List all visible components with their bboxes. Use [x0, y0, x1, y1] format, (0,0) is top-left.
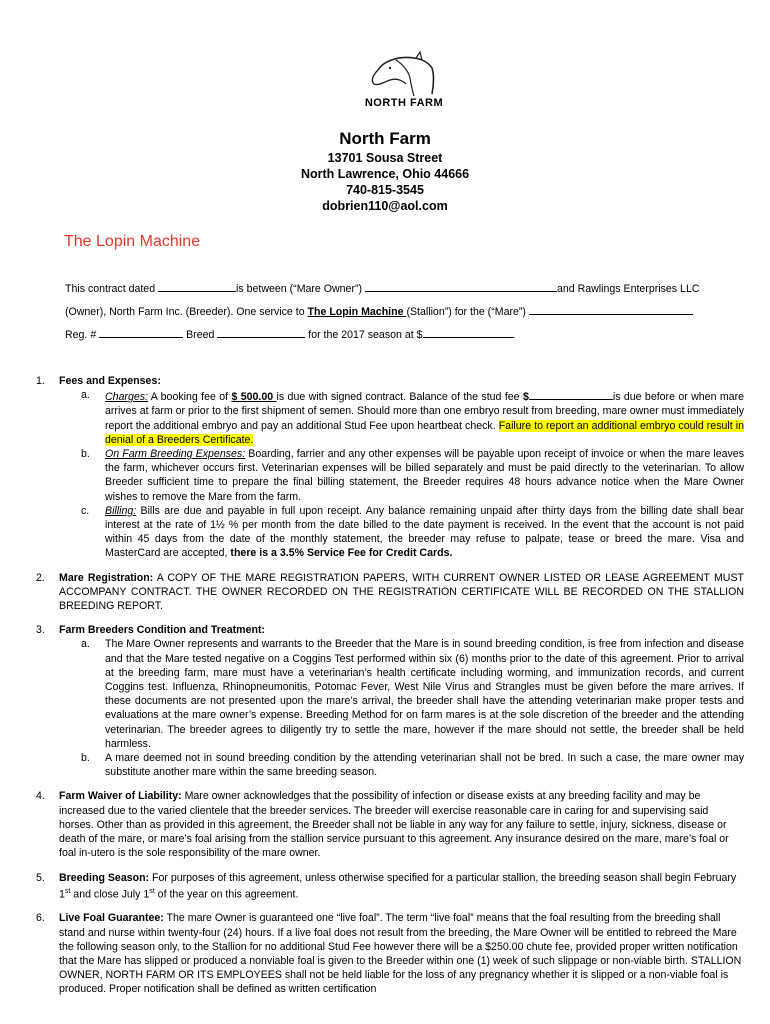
ordinal-suffix: st	[149, 887, 155, 895]
subsection-letter: b.	[81, 448, 90, 461]
mare-owner-blank[interactable]	[365, 280, 557, 292]
horse-head-icon	[356, 50, 452, 98]
preamble-text: Breed	[183, 329, 218, 341]
section-number: 2.	[36, 571, 45, 584]
preamble-text: (Stallion”) for the (“Mare”)	[406, 306, 529, 318]
farm-header	[0, 128, 770, 214]
preamble-text: .	[512, 329, 516, 341]
date-blank[interactable]	[158, 280, 236, 292]
preamble-line-1	[65, 280, 745, 297]
section-breeding-season	[36, 871, 744, 902]
subsection-heading: Charges:	[105, 391, 148, 404]
section-title: Fees and Expenses:	[59, 375, 161, 387]
section-breeders-condition	[36, 623, 744, 779]
subsection-text: A mare deemed not in sound breeding condition by the attending veterinarian shall not be bred. In such a case, the mare owner may substitute another mare within the same breeding season.	[105, 752, 744, 779]
section-number: 5.	[36, 871, 45, 884]
breed-blank[interactable]	[217, 326, 305, 338]
section-title: Mare Registration:	[59, 571, 154, 584]
farm-city: North Lawrence, Ohio 44666	[300, 167, 470, 181]
farm-email: dobrien110@aol.com	[322, 199, 448, 213]
section-title: Breeding Season:	[59, 871, 150, 884]
section-text: and close July 1	[70, 888, 150, 901]
farm-phone: 740-815-3545	[346, 183, 424, 197]
mare-blank[interactable]	[529, 303, 693, 315]
ordinal-suffix: st	[64, 887, 71, 895]
preamble-line-3	[65, 326, 745, 343]
section-text: The mare Owner is guaranteed one “live foal”. The term “live foal” means that the foal resulting from the breeding shall stand and nurse within twenty-four (24) hours. If a live foal does not result from the breeding, the Mare Owner will be entitled to rebreed the Mare the following season only, to the Stallion for no additional Stud Fee however there will be a $250.00 chute fee, provided proper written notification that the Mare has slipped or produced a nonviable foal is given to the Breeder within one (1) week of such slippage or non-viable birth. STALLION OWNER, NORTH FARM OR ITS EMPLOYEES shall not be held liable for the loss of any pregnancy whether it is slipped or a non-viable foal is produced. Proper notification shall be defined as written certification	[59, 912, 742, 996]
logo-wordmark: NORTH FARM	[364, 97, 444, 109]
section-text: A COPY OF THE MARE REGISTRATION PAPERS, WITH CURRENT OWNER LISTED OR LEASE AGREEMENT MUST ACCOMPANY CONTRACT. THE OWNER RECORDED ON THE REGISTRATION CERTIFICATE WILL BE RECORDED ON THE STALLION BREEDING REPORT.	[59, 571, 744, 613]
section-mare-registration	[36, 571, 744, 614]
balance-blank[interactable]	[529, 388, 613, 400]
preamble-text: (Owner), North Farm Inc. (Breeder). One service to	[65, 306, 308, 318]
subsection-letter: c.	[81, 504, 90, 517]
subsection-text: Bills are due and payable in full upon receipt. Any balance remaining unpaid after thirty days from the billing date shall bear interest at the rate of 1½ % per month from the date billed to the date payment is received. In the event that the account is not paid within 45 days from the date of the monthly statement, the breeder may refuse to palpate, tease or breed the mare. Visa and MasterCard are accepted,	[105, 504, 744, 560]
highlighted-warning: Failure to report an additional embryo could result in denial of a Breeders Certificate.	[105, 419, 744, 446]
subsection-text: The Mare Owner represents and warrants to the Breeder that the Mare is in sound breeding condition, is free from infection and disease and that the Mare tested negative on a Coggins Test performed within six (6) months prior to the date of this agreement. Prior to arrival at the breeding farm, mare must have a veterinarian’s health certificate including worming, and immunization records, and current Coggins test. Influenza, Rhinopneumonitis, Potomac Fever, West Nile Virus and Strangles must be given before the mare arrives. If these documents are not presented upon the mare’s arrival, the breeder shall have the attending veterinarian make proper tests and evaluations at the mare owner’s expense. Breeding Method for on farm mares is at the sole discretion of the breeder and the attending veterinarian. The breeder agrees to diligently try to settle the mare, however if the mare should not settle, the breeder shall be held harmless.	[105, 638, 744, 750]
subsection-charges	[59, 388, 744, 447]
stallion-name: The Lopin Machine	[307, 306, 407, 318]
booking-fee: $ 500.00	[231, 391, 277, 404]
preamble-text: Reg. #	[65, 329, 100, 341]
subsection-text: is due with signed contract. Balance of the stud fee	[276, 391, 523, 404]
section-number: 4.	[36, 790, 45, 803]
section-waiver-of-liability	[36, 789, 744, 860]
subsection-text: Boarding, farrier and any other expenses will be payable upon receipt of invoice or when the mare leaves the farm, whichever occurs first. Veterinarian expenses will be billed separately and must be paid directly to the veterinarian. To allow Breeder sufficient time to prepare the final billing statement, the Breeder requires 48 hours advance notice when the Mare Owner wishes to remove the Mare from the farm.	[105, 448, 744, 503]
section-text: Mare owner acknowledges that the possibility of infection or disease exists at any breeding facility and may be increased due to the varied clientele that the breeder services. The breeder will exercise reasonable care in caring for and supervising said horses. Other than as provided in this agreement, the Breeder shall not be liable in any way for any failure to settle, injury, sickness, disease or death of the mare, or mare’s foal arising from the stallion service pursuant to this agreement. Any insurance desired on the mare, mare’s foal or foal in-utero is the sole responsibility of the mare owner.	[59, 790, 729, 860]
subsection-letter: a.	[81, 638, 90, 651]
section-number: 3.	[36, 624, 45, 637]
preamble-text: for the 2017 season at $	[305, 329, 423, 341]
preamble-text: and Rawlings Enterprises LLC	[556, 283, 700, 295]
price-blank[interactable]	[423, 326, 513, 338]
subsection-on-farm-expenses	[59, 447, 744, 504]
farm-street: 13701 Sousa Street	[327, 151, 443, 165]
farm-name: North Farm	[339, 129, 431, 148]
section-title: Farm Waiver of Liability:	[59, 790, 182, 803]
credit-card-fee: there is a 3.5% Service Fee for Credit Cards.	[230, 547, 453, 560]
section-text: For purposes of this agreement, unless otherwise specified for a particular stallion, the breeding season shall begin February 1	[59, 871, 737, 901]
subsection-billing	[59, 504, 744, 561]
subsection-mare-condition	[59, 637, 744, 751]
subsection-text: is due before or when mare arrives at farm or prior to the first shipment of semen. Should more than one embryo result from breeding, mare owner must immediately report the additional embryo and pay an additional Stud Fee upon heartbeat check.	[105, 391, 744, 432]
section-title: Live Foal Guarantee:	[59, 912, 164, 925]
contract-sections	[36, 374, 744, 1007]
subsection-text: A booking fee of	[148, 391, 232, 404]
preamble-text: This contract dated	[65, 283, 159, 295]
contract-preamble	[65, 280, 745, 349]
preamble-line-2	[65, 303, 745, 320]
section-number: 1.	[36, 375, 45, 387]
reg-blank[interactable]	[99, 326, 183, 338]
section-title: Farm Breeders Condition and Treatment:	[59, 624, 266, 637]
section-live-foal-guarantee	[36, 911, 744, 996]
subsection-heading: On Farm Breeding Expenses:	[105, 448, 246, 461]
preamble-text: is between (“Mare Owner”)	[236, 283, 365, 295]
section-text: of the year on this agreement.	[154, 888, 299, 901]
stallion-title: The Lopin Machine	[64, 233, 201, 250]
section-number: 6.	[36, 912, 45, 925]
subsection-unsound-mare	[59, 751, 744, 779]
subsection-heading: Billing:	[105, 504, 137, 517]
balance-label: $	[522, 391, 529, 404]
subsection-letter: a.	[81, 389, 90, 402]
subsection-letter: b.	[81, 752, 90, 765]
section-fees	[36, 374, 744, 561]
